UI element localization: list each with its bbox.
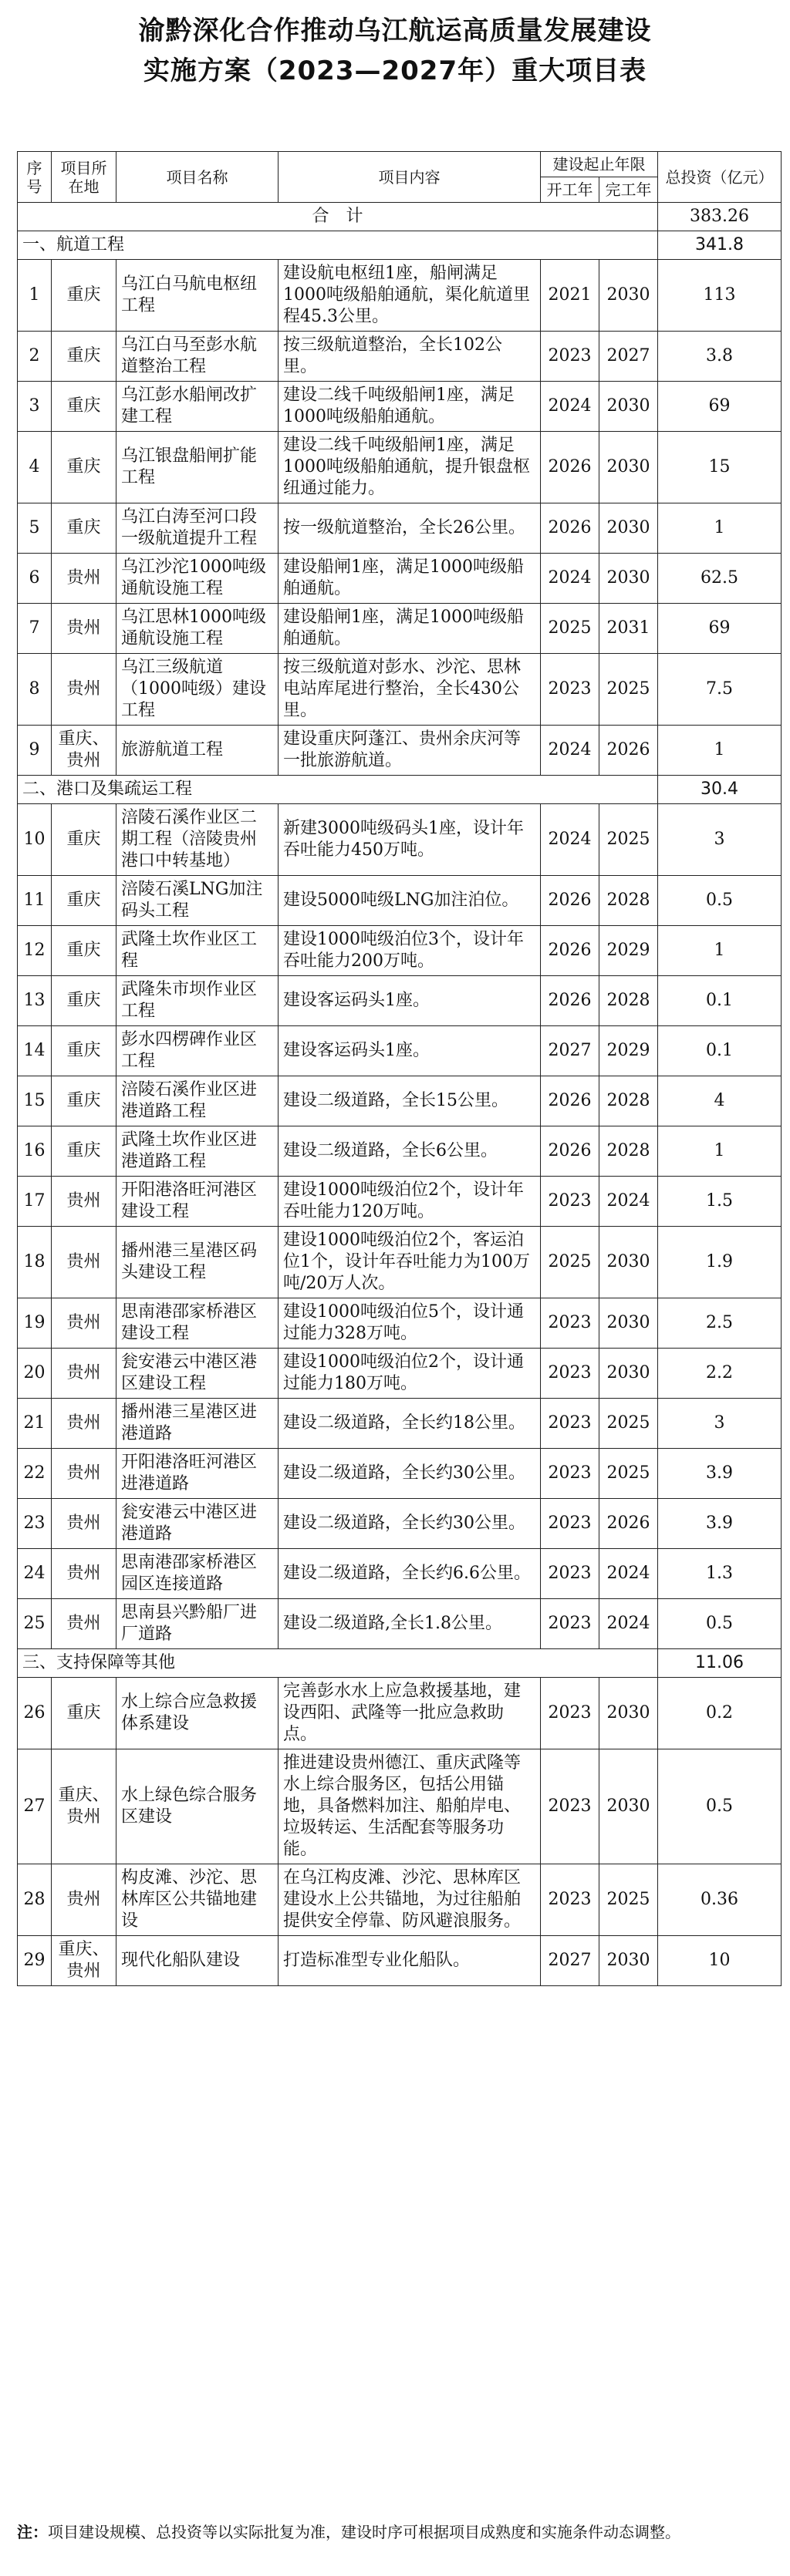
row-number: 24	[18, 1549, 52, 1599]
footnote-lead: 注：	[17, 2523, 48, 2541]
table-row	[18, 1864, 782, 1936]
row-investment: 4	[658, 1076, 782, 1126]
row-project-name: 乌江白涛至河口段一级航道提升工程	[116, 503, 279, 554]
row-project-content: 建设二线千吨级船闸1座，满足1000吨级船舶通航，提升银盘枢纽通过能力。	[279, 432, 541, 503]
row-number: 14	[18, 1026, 52, 1076]
row-project-name: 乌江沙沱1000吨级通航设施工程	[116, 554, 279, 604]
row-project-content: 建设二级道路，全长约30公里。	[279, 1449, 541, 1499]
row-investment: 3.9	[658, 1499, 782, 1549]
project-table	[17, 151, 782, 1986]
row-project-name: 瓮安港云中港区进港道路	[116, 1499, 279, 1549]
row-project-content: 建设二级道路，全长约18公里。	[279, 1399, 541, 1449]
row-start-year: 2024	[541, 804, 599, 876]
section-subtotal: 30.4	[658, 776, 782, 804]
row-project-name: 开阳港洛旺河港区进港道路	[116, 1449, 279, 1499]
row-project-content: 打造标准型专业化船队。	[279, 1936, 541, 1986]
row-project-content: 建设船闸1座，满足1000吨级船舶通航。	[279, 554, 541, 604]
row-project-name: 播州港三星港区码头建设工程	[116, 1227, 279, 1298]
row-start-year: 2026	[541, 1076, 599, 1126]
row-number: 28	[18, 1864, 52, 1936]
row-end-year: 2030	[599, 503, 658, 554]
row-number: 20	[18, 1349, 52, 1399]
total-row	[18, 203, 782, 231]
row-project-name: 涪陵石溪LNG加注码头工程	[116, 876, 279, 926]
row-project-content: 新建3000吨级码头1座，设计年吞吐能力450万吨。	[279, 804, 541, 876]
table-row	[18, 260, 782, 332]
row-number: 22	[18, 1449, 52, 1499]
table-row	[18, 926, 782, 976]
row-start-year: 2023	[541, 1599, 599, 1649]
row-investment: 2.2	[658, 1349, 782, 1399]
row-project-name: 开阳港洛旺河港区建设工程	[116, 1177, 279, 1227]
row-project-content: 按三级航道对彭水、沙沱、思林电站库尾进行整治，全长430公里。	[279, 654, 541, 726]
row-end-year: 2028	[599, 1126, 658, 1177]
row-start-year: 2026	[541, 976, 599, 1026]
row-end-year: 2026	[599, 726, 658, 776]
row-start-year: 2025	[541, 1227, 599, 1298]
row-project-name: 乌江白马至彭水航道整治工程	[116, 332, 279, 382]
row-project-name: 武隆朱市坝作业区工程	[116, 976, 279, 1026]
row-location: 贵州	[52, 1599, 116, 1649]
row-project-content: 建设客运码头1座。	[279, 976, 541, 1026]
row-end-year: 2030	[599, 1227, 658, 1298]
table-row	[18, 1936, 782, 1986]
table-row	[18, 1749, 782, 1864]
table-row	[18, 332, 782, 382]
row-project-name: 涪陵石溪作业区进港道路工程	[116, 1076, 279, 1126]
header-name: 项目名称	[116, 152, 279, 203]
row-location: 重庆	[52, 1678, 116, 1749]
row-project-content: 建设二级道路，全长约30公里。	[279, 1499, 541, 1549]
row-location: 重庆	[52, 926, 116, 976]
row-project-name: 构皮滩、沙沱、思林库区公共锚地建设	[116, 1864, 279, 1936]
row-number: 1	[18, 260, 52, 332]
row-end-year: 2025	[599, 804, 658, 876]
row-end-year: 2025	[599, 654, 658, 726]
table-row	[18, 1349, 782, 1399]
footnote-text: 项目建设规模、总投资等以实际批复为准，建设时序可根据项目成熟度和实施条件动态调整。	[48, 2523, 680, 2541]
row-project-content: 推进建设贵州德江、重庆武隆等水上综合服务区，包括公用锚地，具备燃料加注、船舶岸电、垃圾转运、生活配套等服务功能。	[279, 1749, 541, 1864]
row-location: 重庆	[52, 804, 116, 876]
row-investment: 69	[658, 604, 782, 654]
row-location: 重庆	[52, 382, 116, 432]
row-location: 重庆	[52, 876, 116, 926]
row-project-content: 建设二级道路,全长1.8公里。	[279, 1599, 541, 1649]
section-row	[18, 1649, 782, 1678]
row-investment: 0.5	[658, 876, 782, 926]
row-investment: 1	[658, 1126, 782, 1177]
row-project-content: 建设二级道路，全长15公里。	[279, 1076, 541, 1126]
row-start-year: 2021	[541, 260, 599, 332]
header-investment: 总投资（亿元）	[658, 152, 782, 203]
row-project-content: 建设1000吨级泊位2个，设计通过能力180万吨。	[279, 1349, 541, 1399]
row-number: 23	[18, 1499, 52, 1549]
section-title: 三、支持保障等其他	[18, 1649, 658, 1678]
row-start-year: 2024	[541, 554, 599, 604]
row-investment: 1	[658, 726, 782, 776]
row-location: 重庆	[52, 432, 116, 503]
row-start-year: 2023	[541, 332, 599, 382]
row-project-content: 按三级航道整治，全长102公里。	[279, 332, 541, 382]
row-project-name: 涪陵石溪作业区二期工程（涪陵贵州港口中转基地）	[116, 804, 279, 876]
row-location: 贵州	[52, 1864, 116, 1936]
row-location: 贵州	[52, 604, 116, 654]
table-row	[18, 554, 782, 604]
row-end-year: 2030	[599, 432, 658, 503]
header-start-year: 开工年	[541, 177, 599, 203]
row-end-year: 2028	[599, 976, 658, 1026]
table-row	[18, 1177, 782, 1227]
table-row	[18, 1549, 782, 1599]
row-number: 9	[18, 726, 52, 776]
row-location: 贵州	[52, 1399, 116, 1449]
row-end-year: 2024	[599, 1177, 658, 1227]
table-row	[18, 1678, 782, 1749]
row-investment: 1.9	[658, 1227, 782, 1298]
row-project-content: 建设5000吨级LNG加注泊位。	[279, 876, 541, 926]
row-end-year: 2025	[599, 1864, 658, 1936]
row-investment: 0.5	[658, 1749, 782, 1864]
row-location: 贵州	[52, 1227, 116, 1298]
row-project-name: 水上绿色综合服务区建设	[116, 1749, 279, 1864]
table-body	[18, 203, 782, 1986]
row-project-name: 武隆土坎作业区工程	[116, 926, 279, 976]
row-location: 贵州	[52, 1499, 116, 1549]
row-project-name: 水上综合应急救援体系建设	[116, 1678, 279, 1749]
title-line-1: 渝黔深化合作推动乌江航运高质量发展建设	[138, 15, 652, 46]
row-start-year: 2023	[541, 1449, 599, 1499]
table-row	[18, 1599, 782, 1649]
row-investment: 10	[658, 1936, 782, 1986]
row-location: 重庆	[52, 332, 116, 382]
row-location: 贵州	[52, 1177, 116, 1227]
table-row	[18, 1076, 782, 1126]
row-investment: 69	[658, 382, 782, 432]
row-project-name: 播州港三星港区进港道路	[116, 1399, 279, 1449]
row-investment: 3	[658, 1399, 782, 1449]
row-location: 重庆、贵州	[52, 726, 116, 776]
row-location: 重庆、贵州	[52, 1749, 116, 1864]
row-project-name: 乌江银盘船闸扩能工程	[116, 432, 279, 503]
row-investment: 1.5	[658, 1177, 782, 1227]
row-location: 贵州	[52, 1549, 116, 1599]
row-project-name: 乌江思林1000吨级通航设施工程	[116, 604, 279, 654]
table-row	[18, 876, 782, 926]
row-end-year: 2028	[599, 1076, 658, 1126]
row-number: 17	[18, 1177, 52, 1227]
row-end-year: 2030	[599, 554, 658, 604]
row-number: 21	[18, 1399, 52, 1449]
row-project-name: 彭水四楞碑作业区工程	[116, 1026, 279, 1076]
row-end-year: 2024	[599, 1599, 658, 1649]
row-location: 贵州	[52, 654, 116, 726]
row-location: 重庆	[52, 1126, 116, 1177]
table-row	[18, 604, 782, 654]
row-investment: 1.3	[658, 1549, 782, 1599]
row-start-year: 2023	[541, 1177, 599, 1227]
row-number: 2	[18, 332, 52, 382]
row-start-year: 2026	[541, 876, 599, 926]
row-project-content: 完善彭水水上应急救援基地，建设西阳、武隆等一批应急救助点。	[279, 1678, 541, 1749]
row-end-year: 2030	[599, 260, 658, 332]
row-location: 贵州	[52, 1349, 116, 1399]
row-project-name: 乌江三级航道（1000吨级）建设工程	[116, 654, 279, 726]
row-project-content: 建设二级道路，全长6公里。	[279, 1126, 541, 1177]
row-project-content: 建设1000吨级泊位3个，设计年吞吐能力200万吨。	[279, 926, 541, 976]
row-investment: 1	[658, 926, 782, 976]
row-location: 重庆	[52, 260, 116, 332]
table-row	[18, 1026, 782, 1076]
section-row	[18, 231, 782, 260]
table-row	[18, 654, 782, 726]
row-end-year: 2025	[599, 1449, 658, 1499]
row-number: 26	[18, 1678, 52, 1749]
table-row	[18, 1399, 782, 1449]
row-project-content: 建设1000吨级泊位5个，设计通过能力328万吨。	[279, 1298, 541, 1349]
row-investment: 0.2	[658, 1678, 782, 1749]
row-start-year: 2023	[541, 1298, 599, 1349]
table-row	[18, 432, 782, 503]
row-end-year: 2030	[599, 1678, 658, 1749]
row-end-year: 2029	[599, 1026, 658, 1076]
row-investment: 3.9	[658, 1449, 782, 1499]
section-title: 一、航道工程	[18, 231, 658, 260]
table-row	[18, 1227, 782, 1298]
table-row	[18, 1298, 782, 1349]
row-start-year: 2025	[541, 604, 599, 654]
row-project-content: 建设1000吨级泊位2个，客运泊位1个，设计年吞吐能力为100万吨/20万人次。	[279, 1227, 541, 1298]
row-end-year: 2027	[599, 332, 658, 382]
row-number: 8	[18, 654, 52, 726]
section-title: 二、港口及集疏运工程	[18, 776, 658, 804]
row-start-year: 2026	[541, 1126, 599, 1177]
row-location: 重庆	[52, 976, 116, 1026]
row-project-name: 乌江白马航电枢纽工程	[116, 260, 279, 332]
row-investment: 15	[658, 432, 782, 503]
row-number: 12	[18, 926, 52, 976]
row-project-content: 建设航电枢纽1座，船闸满足1000吨级船舶通航，渠化航道里程45.3公里。	[279, 260, 541, 332]
table-row	[18, 1499, 782, 1549]
row-end-year: 2031	[599, 604, 658, 654]
row-start-year: 2027	[541, 1936, 599, 1986]
title-line-2: 实施方案（2023—2027年）重大项目表	[143, 56, 647, 86]
table-header	[18, 152, 782, 203]
table-row	[18, 1449, 782, 1499]
row-end-year: 2030	[599, 1349, 658, 1399]
row-number: 16	[18, 1126, 52, 1177]
table-row	[18, 976, 782, 1026]
row-project-content: 建设重庆阿蓬江、贵州余庆河等一批旅游航道。	[279, 726, 541, 776]
row-number: 13	[18, 976, 52, 1026]
row-start-year: 2027	[541, 1026, 599, 1076]
table-row	[18, 804, 782, 876]
row-project-name: 乌江彭水船闸改扩建工程	[116, 382, 279, 432]
row-investment: 0.5	[658, 1599, 782, 1649]
row-project-name: 思南港邵家桥港区建设工程	[116, 1298, 279, 1349]
row-project-content: 建设客运码头1座。	[279, 1026, 541, 1076]
row-number: 25	[18, 1599, 52, 1649]
row-project-name: 武隆土坎作业区进港道路工程	[116, 1126, 279, 1177]
row-start-year: 2026	[541, 432, 599, 503]
row-start-year: 2026	[541, 503, 599, 554]
row-start-year: 2023	[541, 1678, 599, 1749]
table-row	[18, 726, 782, 776]
row-end-year: 2030	[599, 1298, 658, 1349]
section-row	[18, 776, 782, 804]
row-start-year: 2023	[541, 1499, 599, 1549]
total-label: 合 计	[18, 203, 658, 231]
row-investment: 113	[658, 260, 782, 332]
row-investment: 0.36	[658, 1864, 782, 1936]
section-subtotal: 11.06	[658, 1649, 782, 1678]
row-end-year: 2030	[599, 1936, 658, 1986]
row-start-year: 2023	[541, 1349, 599, 1399]
header-content: 项目内容	[279, 152, 541, 203]
row-end-year: 2028	[599, 876, 658, 926]
page-title	[0, 11, 790, 91]
row-number: 4	[18, 432, 52, 503]
header-period: 建设起止年限	[541, 152, 658, 177]
row-project-content: 在乌江构皮滩、沙沱、思林库区建设水上公共锚地，为过往船舶提供安全停靠、防风避浪服务。	[279, 1864, 541, 1936]
row-location: 重庆	[52, 1026, 116, 1076]
row-investment: 3.8	[658, 332, 782, 382]
table-row	[18, 503, 782, 554]
row-start-year: 2023	[541, 1399, 599, 1449]
table-row	[18, 1126, 782, 1177]
row-location: 贵州	[52, 1449, 116, 1499]
row-number: 6	[18, 554, 52, 604]
row-investment: 62.5	[658, 554, 782, 604]
row-number: 3	[18, 382, 52, 432]
row-project-content: 建设1000吨级泊位2个，设计年吞吐能力120万吨。	[279, 1177, 541, 1227]
row-number: 18	[18, 1227, 52, 1298]
row-number: 15	[18, 1076, 52, 1126]
row-number: 10	[18, 804, 52, 876]
header-location: 项目所在地	[52, 152, 116, 203]
row-investment: 7.5	[658, 654, 782, 726]
header-no: 序号	[18, 152, 52, 203]
row-end-year: 2029	[599, 926, 658, 976]
row-end-year: 2026	[599, 1499, 658, 1549]
row-start-year: 2024	[541, 382, 599, 432]
row-location: 贵州	[52, 1298, 116, 1349]
row-investment: 3	[658, 804, 782, 876]
row-project-content: 建设二级道路，全长约6.6公里。	[279, 1549, 541, 1599]
row-project-name: 瓮安港云中港区港区建设工程	[116, 1349, 279, 1399]
row-start-year: 2026	[541, 926, 599, 976]
row-project-name: 旅游航道工程	[116, 726, 279, 776]
row-end-year: 2030	[599, 1749, 658, 1864]
row-project-name: 现代化船队建设	[116, 1936, 279, 1986]
row-investment: 2.5	[658, 1298, 782, 1349]
header-end-year: 完工年	[599, 177, 658, 203]
row-project-name: 思南港邵家桥港区园区连接道路	[116, 1549, 279, 1599]
row-project-name: 思南县兴黔船厂进厂道路	[116, 1599, 279, 1649]
row-end-year: 2025	[599, 1399, 658, 1449]
table-row	[18, 382, 782, 432]
row-number: 7	[18, 604, 52, 654]
row-end-year: 2024	[599, 1549, 658, 1599]
row-end-year: 2030	[599, 382, 658, 432]
row-investment: 1	[658, 503, 782, 554]
row-start-year: 2023	[541, 1749, 599, 1864]
total-value: 383.26	[658, 203, 782, 231]
row-number: 5	[18, 503, 52, 554]
row-investment: 0.1	[658, 1026, 782, 1076]
row-start-year: 2023	[541, 1864, 599, 1936]
footnote	[17, 2520, 781, 2544]
row-location: 重庆	[52, 1076, 116, 1126]
row-location: 重庆	[52, 503, 116, 554]
row-number: 29	[18, 1936, 52, 1986]
row-project-content: 建设船闸1座，满足1000吨级船舶通航。	[279, 604, 541, 654]
row-start-year: 2023	[541, 654, 599, 726]
section-subtotal: 341.8	[658, 231, 782, 260]
row-number: 27	[18, 1749, 52, 1864]
row-location: 贵州	[52, 554, 116, 604]
row-start-year: 2023	[541, 1549, 599, 1599]
row-number: 19	[18, 1298, 52, 1349]
row-location: 重庆、贵州	[52, 1936, 116, 1986]
row-number: 11	[18, 876, 52, 926]
row-investment: 0.1	[658, 976, 782, 1026]
row-start-year: 2024	[541, 726, 599, 776]
row-project-content: 按一级航道整治，全长26公里。	[279, 503, 541, 554]
row-project-content: 建设二线千吨级船闸1座，满足1000吨级船舶通航。	[279, 382, 541, 432]
